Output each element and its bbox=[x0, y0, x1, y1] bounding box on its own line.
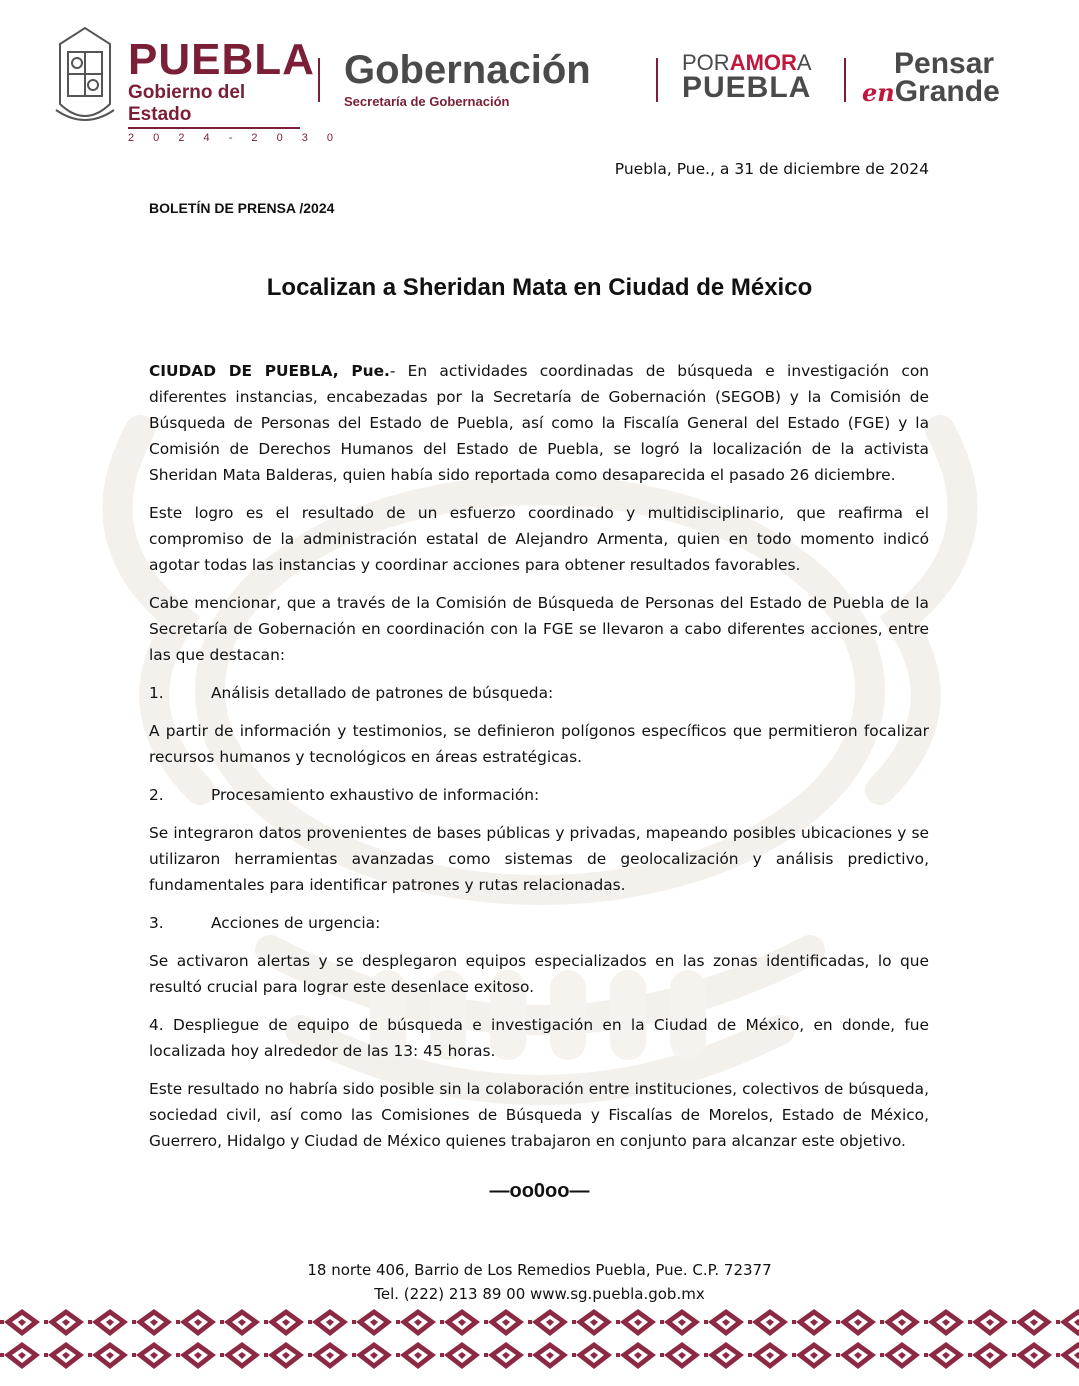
paragraph-text: - En actividades coordinadas de búsqueda e investigación con diferentes instancias, encabezadas por la Secretaría de Gobernación (SEGOB) y la Comisión de Búsqueda de Personas del Estado de Puebla, así como la Fiscalía General del Estado (FGE) y la Comisión de Derechos Humanos del Estado de Puebla, se logró la localización de la activista Sheridan Mata Balderas, quien había sido reportada como desaparecida el pasado 26 diciembre. bbox=[149, 362, 929, 484]
footer bbox=[0, 1258, 1079, 1306]
state-seal-icon bbox=[50, 24, 120, 132]
puebla-logo-word: PUEBLA bbox=[128, 35, 315, 84]
puebla-logo-years: 2 0 2 4 - 2 0 3 0 bbox=[128, 132, 342, 144]
closing-separator: —oo0oo— bbox=[489, 1180, 590, 1202]
paragraph: 4. Despliegue de equipo de búsqueda e investigación en la Ciudad de México, en donde, fue localizada hoy alrededor de las 13: 45 horas. bbox=[149, 1016, 929, 1060]
paragraph: Este logro es el resultado de un esfuerzo coordinado y multidisciplinario, que reafirma el compromiso de la administración estatal de Alejandro Armenta, quien en todo momento indicó agotar todas las instancias y coordinar acciones para obtener resultados favorables. bbox=[149, 504, 929, 574]
list-item-number: 2. bbox=[149, 786, 164, 804]
puebla-logo bbox=[128, 35, 358, 144]
list-item-label: Análisis detallado de patrones de búsqueda: bbox=[211, 684, 554, 702]
amor-logo-puebla: PUEBLA bbox=[682, 71, 812, 104]
list-item-number: 3. bbox=[149, 914, 164, 932]
list-item-label: Procesamiento exhaustivo de información: bbox=[211, 786, 540, 804]
paragraph: A partir de información y testimonios, se definieron polígonos específicos que permitieron focalizar recursos humanos y tecnológicos en áreas estratégicas. bbox=[149, 722, 929, 766]
header-divider bbox=[844, 58, 846, 102]
paragraph bbox=[149, 358, 929, 488]
dateline: CIUDAD DE PUEBLA, Pue. bbox=[149, 362, 390, 380]
amor-logo-a: A bbox=[796, 50, 812, 75]
paragraph: Este resultado no habría sido posible sin la colaboración entre instituciones, colectivos de búsqueda, sociedad civil, así como las Comisiones de Búsqueda y Fiscalías de Morelos, Estado de México, Guerrero, Hidalgo y Ciudad de México quienes trabajaron en conjunto para alcanzar este objetivo. bbox=[149, 1080, 929, 1150]
list-item bbox=[149, 680, 929, 706]
paragraph: Se activaron alertas y se desplegaron equipos especializados en las zonas identificadas, lo que resultó crucial para lograr este desenlace exitoso. bbox=[149, 952, 929, 996]
letterhead bbox=[50, 22, 1040, 144]
pensar-logo-grande: Grande bbox=[894, 75, 1000, 108]
por-amor-a-puebla-logo bbox=[682, 52, 832, 102]
footer-contact: Tel. (222) 213 89 00 www.sg.puebla.gob.mx bbox=[374, 1285, 705, 1303]
list-item bbox=[149, 782, 929, 808]
decorative-pattern-band bbox=[0, 1306, 1079, 1372]
pensar-logo-en: en bbox=[862, 78, 895, 107]
list-item-label: Acciones de urgencia: bbox=[211, 914, 381, 932]
paragraph: Se integraron datos provenientes de bases públicas y privadas, mapeando posibles ubicaciones y se utilizaron herramientas avanzadas como sistemas de geolocalización y análisis predictivo, fundamentales para identificar patrones y rutas relacionadas. bbox=[149, 824, 929, 894]
header-divider bbox=[318, 58, 320, 102]
amor-logo-por: POR bbox=[682, 50, 730, 75]
puebla-logo-subtitle: Gobierno del Estado bbox=[128, 82, 300, 129]
document-date: Puebla, Pue., a 31 de diciembre de 2024 bbox=[614, 160, 929, 178]
gobernacion-logo-word: Gobernación bbox=[344, 48, 591, 92]
pensar-en-grande-logo bbox=[862, 47, 1042, 108]
list-item bbox=[149, 910, 929, 936]
paragraph: Cabe mencionar, que a través de la Comisión de Búsqueda de Personas del Estado de Puebla de la Secretaría de Gobernación en coordinación con la FGE se llevaron a cabo diferentes acciones, entre las que destacan: bbox=[149, 594, 929, 664]
footer-address: 18 norte 406, Barrio de Los Remedios Puebla, Pue. C.P. 72377 bbox=[307, 1261, 772, 1279]
header-divider bbox=[656, 58, 658, 102]
document-title: Localizan a Sheridan Mata en Ciudad de México bbox=[266, 274, 813, 301]
pensar-logo-pensar: Pensar bbox=[894, 47, 995, 80]
bulletin-label: BOLETÍN DE PRENSA /2024 bbox=[149, 200, 335, 216]
gobernacion-logo-subtitle: Secretaría de Gobernación bbox=[344, 94, 510, 109]
amor-logo-amor: AMOR bbox=[729, 50, 797, 75]
list-item-number: 1. bbox=[149, 684, 164, 702]
document-body bbox=[149, 358, 929, 1166]
gobernacion-logo bbox=[344, 50, 644, 109]
